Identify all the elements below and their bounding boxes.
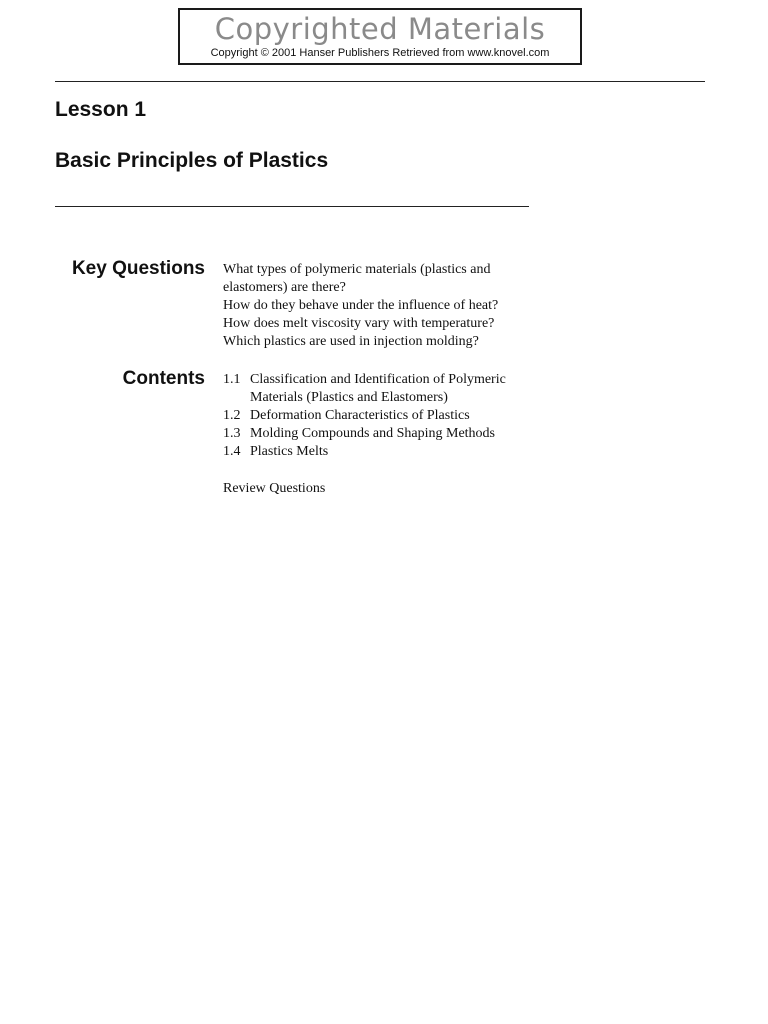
key-question-item: What types of polymeric materials (plastics and elastomers) are there? xyxy=(223,262,491,295)
contents-item-number: 1.1 xyxy=(223,372,241,387)
contents-item[interactable] xyxy=(223,443,535,461)
contents-item[interactable] xyxy=(223,407,535,425)
contents-item[interactable] xyxy=(223,371,535,407)
contents-item-number: 1.2 xyxy=(223,408,241,423)
key-question-item: Which plastics are used in injection molding? xyxy=(223,334,479,349)
key-question-item: How does melt viscosity vary with temperature? xyxy=(223,316,495,331)
contents-item-label: Plastics Melts xyxy=(250,444,329,459)
contents-item-label: Molding Compounds and Shaping Methods xyxy=(250,426,496,441)
contents-item-number: 1.3 xyxy=(223,426,241,441)
contents-item-label: Deformation Characteristics of Plastics xyxy=(250,408,470,423)
lesson-label: Lesson 1 xyxy=(55,98,147,121)
contents-heading: Contents xyxy=(122,368,205,389)
contents-item-label: Classification and Identification of Polymeric Materials (Plastics and Elastomers) xyxy=(250,372,506,405)
stamp-title: Copyrighted Materials xyxy=(214,12,546,46)
contents-list xyxy=(223,371,535,461)
key-questions-list xyxy=(223,261,535,351)
review-questions-link[interactable]: Review Questions xyxy=(223,481,326,496)
top-divider xyxy=(55,81,705,82)
contents-item-number: 1.4 xyxy=(223,444,241,459)
lesson-title: Basic Principles of Plastics xyxy=(55,149,329,172)
stamp-subtitle: Copyright © 2001 Hanser Publishers Retrieved from www.knovel.com xyxy=(210,47,550,59)
title-divider xyxy=(55,206,529,207)
copyright-stamp xyxy=(178,8,582,65)
contents-item[interactable] xyxy=(223,425,535,443)
key-questions-heading: Key Questions xyxy=(71,258,205,279)
key-question-item: How do they behave under the influence of heat? xyxy=(223,298,499,313)
